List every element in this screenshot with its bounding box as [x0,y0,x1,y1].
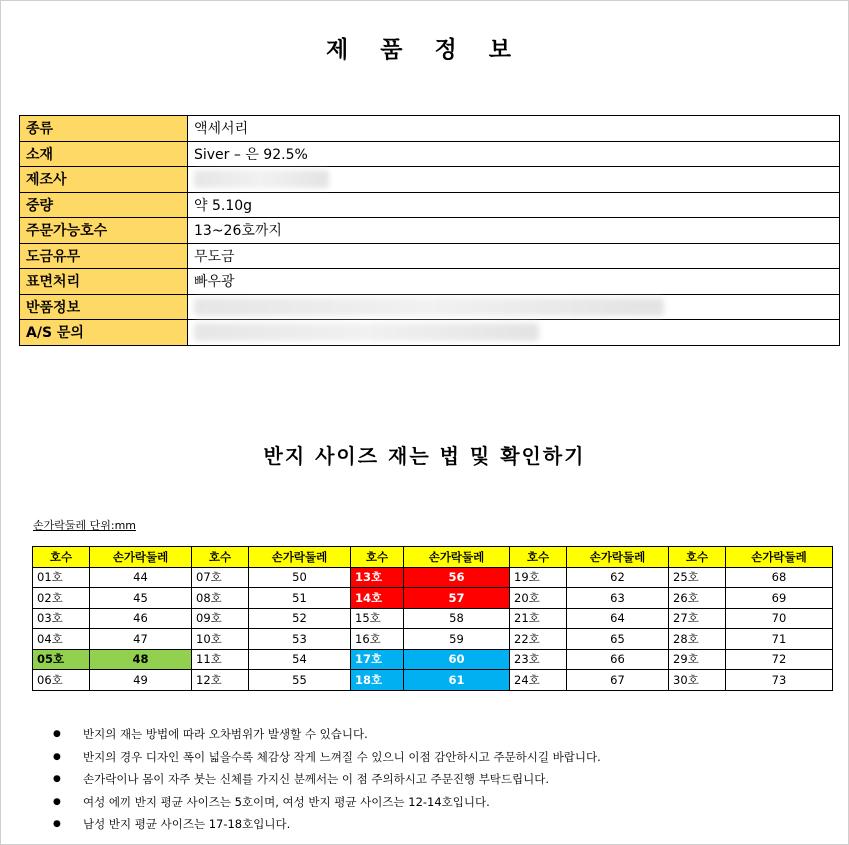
ring-size-cell: 23호 [510,649,567,670]
spec-row [20,167,840,193]
ring-size-cell: 20호 [510,588,567,609]
ring-size-cell: 12호 [192,670,249,691]
circumference-cell: 55 [249,670,351,691]
header-cell: 호수 [351,547,404,568]
spec-row [20,243,840,269]
note-item [53,723,601,746]
note-text: 남성 반지 평균 사이즈는 17-18호입니다. [83,817,291,832]
circumference-cell: 70 [726,608,833,629]
spec-row [20,218,840,244]
spec-value-redacted [188,320,840,346]
ring-size-cell: 04호 [33,629,90,650]
size-row [33,608,833,629]
ring-size-cell: 13호 [351,567,404,588]
ring-size-cell: 02호 [33,588,90,609]
spec-value: 약 5.10g [188,192,840,218]
size-row [33,629,833,650]
circumference-cell: 57 [404,588,510,609]
header-cell: 손가락둘레 [726,547,833,568]
header-cell: 손가락둘레 [90,547,192,568]
circumference-cell: 48 [90,649,192,670]
circumference-cell: 60 [404,649,510,670]
spec-value: 빠우광 [188,269,840,295]
bullet-icon: ● [53,819,61,830]
unit-label: 손가락둘레 단위:mm [33,519,137,532]
ring-size-cell: 24호 [510,670,567,691]
notes-list [53,723,601,836]
ring-size-cell: 01호 [33,567,90,588]
spec-table [19,115,840,346]
spec-key: 중량 [20,192,188,218]
ring-size-table [32,546,833,691]
spec-key: A/S 문의 [20,320,188,346]
note-text: 반지의 재는 방법에 따라 오차범위가 발생할 수 있습니다. [83,727,368,742]
note-item [53,791,601,814]
bullet-icon: ● [53,796,61,807]
note-text: 손가락이나 몸이 자주 붓는 신체를 가지신 분께서는 이 점 주의하시고 주문진행 부탁드립니다. [83,772,550,787]
spec-key: 도금유무 [20,243,188,269]
ring-size-cell: 03호 [33,608,90,629]
circumference-cell: 65 [567,629,669,650]
ring-size-cell: 26호 [669,588,726,609]
ring-size-cell: 07호 [192,567,249,588]
size-row [33,670,833,691]
ring-size-cell: 19호 [510,567,567,588]
circumference-cell: 50 [249,567,351,588]
spec-row [20,294,840,320]
spec-value-redacted [188,294,840,320]
header-cell: 호수 [669,547,726,568]
ring-size-cell: 14호 [351,588,404,609]
header-cell: 손가락둘레 [567,547,669,568]
header-cell: 호수 [33,547,90,568]
bullet-icon: ● [53,751,61,762]
spec-value: 액세서리 [188,116,840,142]
ring-size-cell: 22호 [510,629,567,650]
spec-key: 제조사 [20,167,188,193]
circumference-cell: 58 [404,608,510,629]
circumference-cell: 54 [249,649,351,670]
ring-size-cell: 10호 [192,629,249,650]
size-row [33,567,833,588]
circumference-cell: 51 [249,588,351,609]
spec-key: 표면처리 [20,269,188,295]
redacted-text [194,323,539,341]
circumference-cell: 69 [726,588,833,609]
header-cell: 호수 [510,547,567,568]
circumference-cell: 45 [90,588,192,609]
circumference-cell: 68 [726,567,833,588]
spec-key: 주문가능호수 [20,218,188,244]
header-cell: 손가락둘레 [404,547,510,568]
circumference-cell: 64 [567,608,669,629]
circumference-cell: 63 [567,588,669,609]
circumference-cell: 44 [90,567,192,588]
size-row [33,588,833,609]
spec-value: Siver – 은 92.5% [188,141,840,167]
spec-row [20,269,840,295]
spec-row [20,141,840,167]
circumference-cell: 49 [90,670,192,691]
spec-value: 무도금 [188,243,840,269]
ring-size-cell: 21호 [510,608,567,629]
ring-size-cell: 18호 [351,670,404,691]
size-section-title: 반지 사이즈 재는 법 및 확인하기 [263,444,586,468]
ring-size-cell: 28호 [669,629,726,650]
ring-size-cell: 05호 [33,649,90,670]
circumference-cell: 47 [90,629,192,650]
ring-size-cell: 08호 [192,588,249,609]
spec-key: 소재 [20,141,188,167]
ring-size-cell: 30호 [669,670,726,691]
spec-row [20,320,840,346]
redacted-text [194,298,664,316]
circumference-cell: 66 [567,649,669,670]
ring-size-cell: 11호 [192,649,249,670]
circumference-cell: 56 [404,567,510,588]
bullet-icon: ● [53,774,61,785]
circumference-cell: 73 [726,670,833,691]
ring-size-cell: 16호 [351,629,404,650]
ring-size-cell: 06호 [33,670,90,691]
ring-size-cell: 29호 [669,649,726,670]
circumference-cell: 46 [90,608,192,629]
header-cell: 호수 [192,547,249,568]
spec-value-redacted [188,167,840,193]
ring-size-cell: 27호 [669,608,726,629]
spec-row [20,116,840,142]
spec-key: 반품정보 [20,294,188,320]
size-header-row [33,547,833,568]
page-title: 제 품 정 보 [326,37,523,63]
size-row [33,649,833,670]
circumference-cell: 62 [567,567,669,588]
note-item [53,813,601,836]
note-text: 여성 에끼 반지 평균 사이즈는 5호이며, 여성 반지 평균 사이즈는 12-14호입니다. [83,794,490,809]
note-item [53,746,601,769]
circumference-cell: 52 [249,608,351,629]
spec-value: 13~26호까지 [188,218,840,244]
note-item [53,768,601,791]
ring-size-cell: 25호 [669,567,726,588]
circumference-cell: 59 [404,629,510,650]
circumference-cell: 61 [404,670,510,691]
ring-size-cell: 17호 [351,649,404,670]
circumference-cell: 71 [726,629,833,650]
spec-row [20,192,840,218]
redacted-text [194,170,329,188]
circumference-cell: 67 [567,670,669,691]
bullet-icon: ● [53,729,61,740]
circumference-cell: 53 [249,629,351,650]
note-text: 반지의 경우 디자인 폭이 넓을수록 체감상 작게 느껴질 수 있으니 이점 감안하시고 주문하시길 바랍니다. [83,749,601,764]
ring-size-cell: 15호 [351,608,404,629]
header-cell: 손가락둘레 [249,547,351,568]
ring-size-cell: 09호 [192,608,249,629]
spec-key: 종류 [20,116,188,142]
circumference-cell: 72 [726,649,833,670]
